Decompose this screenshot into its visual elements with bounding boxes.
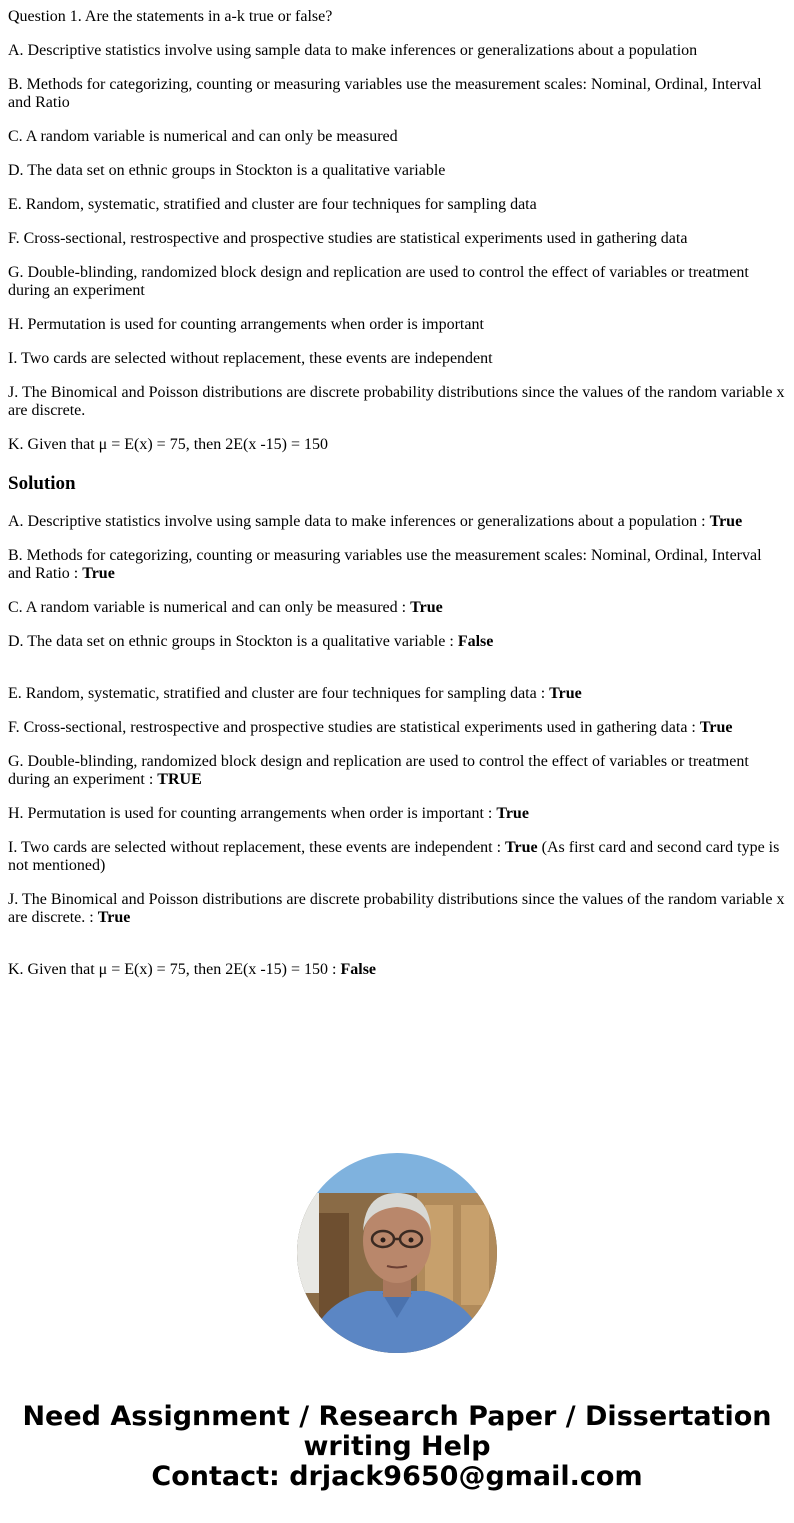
question-item-d: D. The data set on ethnic groups in Stockton is a qualitative variable: [8, 162, 446, 179]
question-item-c: C. A random variable is numerical and can only be measured: [8, 128, 398, 145]
answer-k: [8, 961, 786, 979]
question-item-i: I. Two cards are selected without replacement, these events are independent: [8, 350, 493, 367]
answer-note: (As first card and second card type is not mentioned): [8, 839, 780, 874]
question-item-a: A. Descriptive statistics involve using sample data to make inferences or generalizations about a population: [8, 42, 698, 59]
question-item-b: B. Methods for categorizing, counting or measuring variables use the measurement scales: Nominal, Ordinal, Interval and Ratio: [8, 76, 762, 111]
answer-g: [8, 753, 786, 789]
footer-contact-text: Contact: drjack9650@gmail.com: [151, 1461, 643, 1492]
avatar: [297, 1153, 497, 1353]
answer-value: True: [505, 839, 538, 856]
footer-help-text: Need Assignment / Research Paper / Dissertation writing Help: [22, 1401, 772, 1462]
answer-a: [8, 513, 786, 531]
answer-value: True: [549, 685, 582, 702]
answer-text: I. Two cards are selected without replacement, these events are independent :: [8, 839, 506, 856]
answer-value: False: [340, 961, 377, 978]
question-item-g: G. Double-blinding, randomized block design and replication are used to control the effect of variables or treatment during an experiment: [8, 264, 749, 299]
answer-text: E. Random, systematic, stratified and cluster are four techniques for sampling data :: [8, 685, 550, 702]
answer-value: True: [82, 565, 115, 582]
question-item-h: H. Permutation is used for counting arrangements when order is important: [8, 316, 484, 333]
answer-e: [8, 685, 786, 703]
answer-value: True: [699, 719, 733, 736]
question-item-f: F. Cross-sectional, restrospective and prospective studies are statistical experiments used in gathering data: [8, 230, 688, 247]
answer-text: F. Cross-sectional, restrospective and prospective studies are statistical experiments used in gathering data :: [8, 719, 700, 736]
question-item-j: J. The Binomical and Poisson distributions are discrete probability distributions since the values of the random variable x are discrete.: [8, 384, 785, 419]
answer-c: [8, 599, 786, 617]
answer-text: G. Double-blinding, randomized block design and replication are used to control the effect of variables or treatment during an experiment :: [8, 753, 749, 788]
answer-h: [8, 805, 786, 823]
solution-title: Solution: [8, 473, 76, 494]
answer-j: [8, 891, 786, 927]
answer-i: [8, 839, 786, 875]
answer-value: True: [496, 805, 529, 822]
footer-banner: [0, 1402, 794, 1492]
answer-d: [8, 633, 786, 651]
answer-f: [8, 719, 786, 737]
answer-text: D. The data set on ethnic groups in Stockton is a qualitative variable :: [8, 633, 458, 650]
answer-value: False: [457, 633, 494, 650]
answer-value: True: [410, 599, 443, 616]
answer-text: K. Given that μ = E(x) = 75, then 2E(x -15) = 150 :: [8, 961, 341, 978]
answer-text: A. Descriptive statistics involve using sample data to make inferences or generalizations about a population :: [8, 513, 710, 530]
answer-text: C. A random variable is numerical and can only be measured :: [8, 599, 411, 616]
answer-b: [8, 547, 786, 583]
answer-text: B. Methods for categorizing, counting or measuring variables use the measurement scales: Nominal, Ordinal, Interval and Ratio :: [8, 547, 762, 582]
answer-value: True: [709, 513, 743, 530]
answer-text: H. Permutation is used for counting arrangements when order is important :: [8, 805, 497, 822]
question-heading: Question 1. Are the statements in a-k true or false?: [8, 8, 333, 25]
question-item-e: E. Random, systematic, stratified and cluster are four techniques for sampling data: [8, 196, 537, 213]
document-body: [8, 0, 786, 995]
answer-value: TRUE: [157, 771, 202, 788]
answer-value: True: [97, 909, 131, 926]
avatar-portrait-icon: [297, 1153, 497, 1353]
question-item-k: K. Given that μ = E(x) = 75, then 2E(x -15) = 150: [8, 436, 329, 453]
answer-text: J. The Binomical and Poisson distributions are discrete probability distributions since the values of the random variable x are discrete. :: [8, 891, 785, 926]
